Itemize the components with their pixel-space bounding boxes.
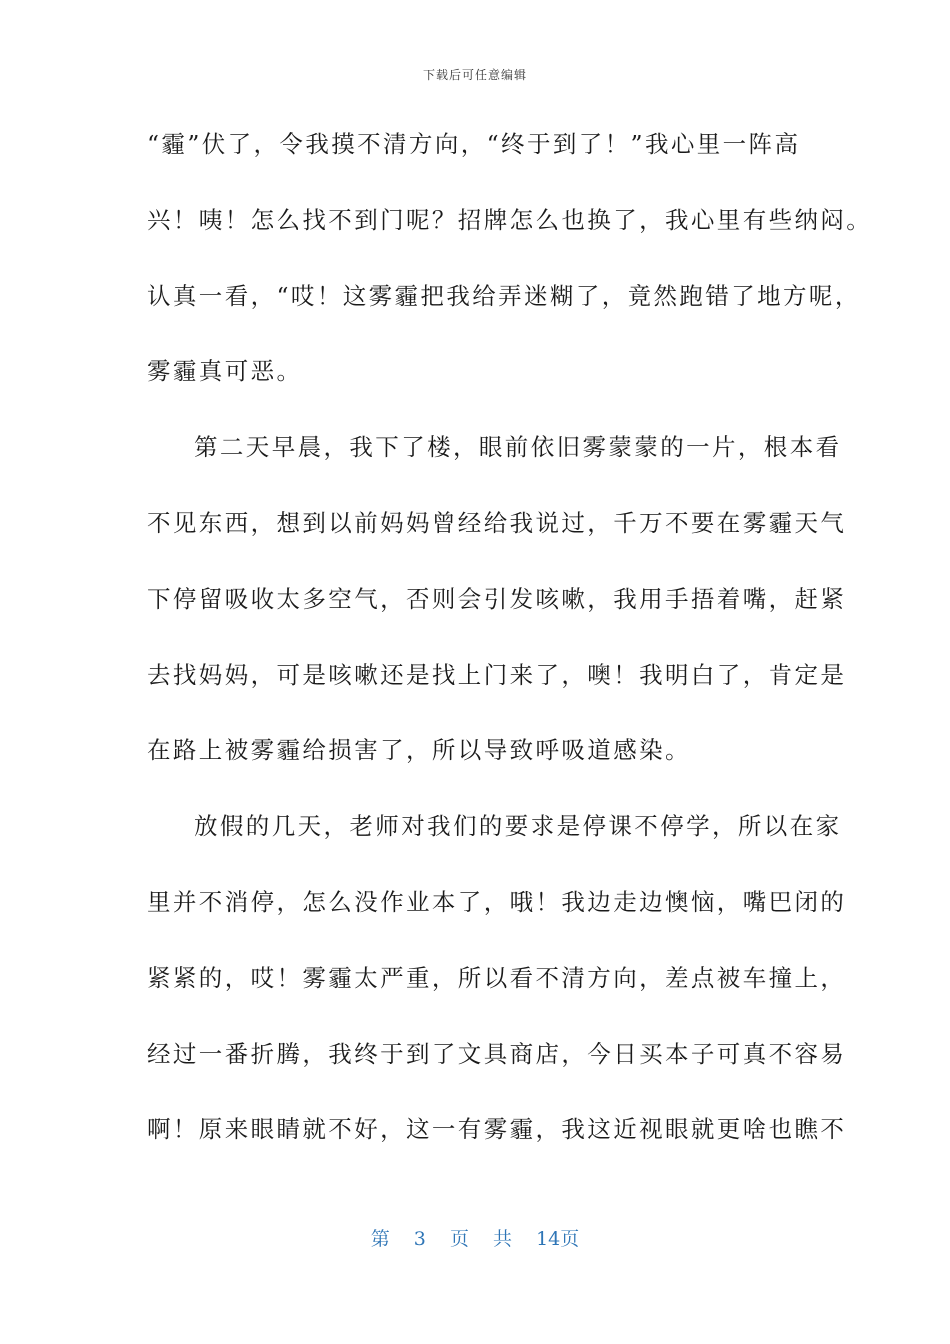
footer-label-di: 第 bbox=[370, 1228, 390, 1250]
document-body bbox=[147, 118, 873, 1179]
text-line: 紧紧的，哎！雾霾太严重，所以看不清方向，差点被车撞上， bbox=[147, 963, 847, 992]
text-line: “霾”伏了，令我摸不清方向，“终于到了！”我心里一阵高 bbox=[147, 130, 801, 158]
text-line: 不见东西，想到以前妈妈曾经给我说过，千万不要在雾霾天气 bbox=[147, 508, 847, 537]
page-footer bbox=[0, 1224, 950, 1251]
footer-page-current: 3 bbox=[413, 1228, 426, 1250]
text-line: 下停留吸收太多空气，否则会引发咳嗽，我用手捂着嘴，赶紧 bbox=[147, 584, 847, 613]
text-line: 认真一看，“哎！这雾霾把我给弄迷糊了，竟然跑错了地方呢， bbox=[147, 281, 861, 310]
text-line: 里并不消停，怎么没作业本了，哦！我边走边懊恼，嘴巴闭的 bbox=[147, 887, 847, 916]
text-line: 第二天早晨，我下了楼，眼前依旧雾蒙蒙的一片，根本看 bbox=[194, 433, 842, 462]
text-line: 经过一番折腾，我终于到了文具商店，今日买本子可真不容易 bbox=[147, 1039, 847, 1068]
text-line: 在路上被雾霾给损害了，所以导致呼吸道感染。 bbox=[147, 736, 691, 765]
text-line: 放假的几天，老师对我们的要求是停课不停学，所以在家 bbox=[194, 812, 842, 841]
text-line: 去找妈妈，可是咳嗽还是找上门来了，噢！我明白了，肯定是 bbox=[147, 660, 847, 689]
text-line: 啊！原来眼睛就不好，这一有雾霾，我这近视眼就更啥也瞧不 bbox=[147, 1115, 847, 1144]
footer-label-ye: 页 bbox=[449, 1228, 469, 1250]
text-line: 兴！咦！怎么找不到门呢？招牌怎么也换了，我心里有些纳闷。 bbox=[147, 205, 873, 234]
text-line: 雾霾真可恶。 bbox=[147, 357, 303, 386]
footer-label-gong: 共 bbox=[493, 1228, 513, 1250]
footer-page-total: 14页 bbox=[536, 1228, 580, 1250]
header-note: 下载后可任意编辑 bbox=[422, 68, 527, 82]
